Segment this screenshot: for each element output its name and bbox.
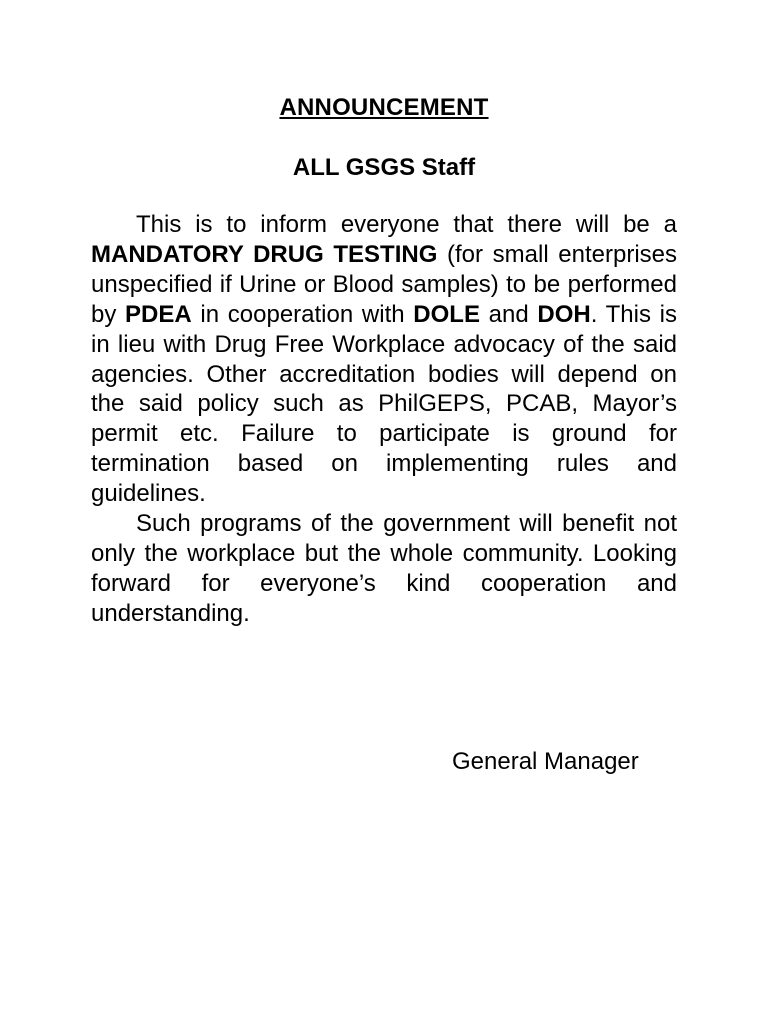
body-paragraph-2: Such programs of the government will benefit not only the workplace but the whole community. Looking forward for everyone’s kind cooperation and understanding. bbox=[91, 510, 677, 627]
announcement-body bbox=[91, 210, 677, 629]
recipient-line: ALL GSGS Staff bbox=[292, 154, 476, 181]
paragraph-1-text-4: and bbox=[479, 300, 538, 328]
paragraph-1-text-5: . This is in lieu with Drug Free Workplace advocacy of the said agencies. Other accreditation bodies will depend on the said policy such as PhilGEPS, PCAB, Mayor’s permit etc. Failure to participate is ground for termination based on implementing rules and guidelines. bbox=[91, 300, 677, 508]
signature-title: General Manager bbox=[452, 748, 639, 775]
dole-emphasis: DOLE bbox=[413, 300, 480, 328]
announcement-title: ANNOUNCEMENT bbox=[279, 94, 489, 121]
mandatory-drug-testing-emphasis: MANDATORY DRUG TESTING bbox=[91, 240, 438, 268]
paragraph-1-text-1: This is to inform everyone that there will be a bbox=[136, 211, 677, 238]
paragraph-1-text-2: (for small enterprises unspecified if Urine or Blood samples) to be performed by bbox=[91, 240, 678, 328]
paragraph-1-text-3: in cooperation with bbox=[191, 300, 414, 328]
pdea-emphasis: PDEA bbox=[125, 300, 192, 328]
body-paragraph-1 bbox=[91, 210, 677, 509]
doh-emphasis: DOH bbox=[537, 300, 591, 328]
